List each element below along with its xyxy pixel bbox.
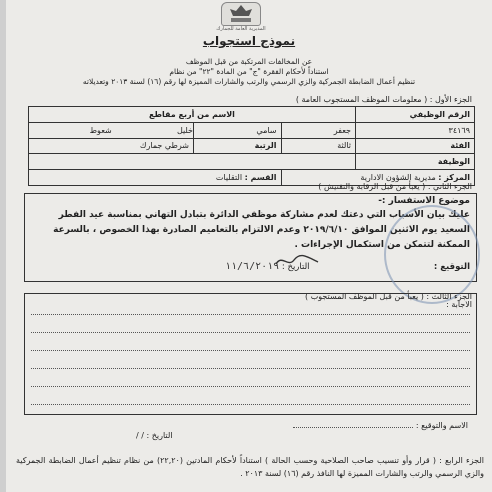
emblem-caption: المديرية العامة للجمارك xyxy=(216,26,266,32)
center-label: المركز : xyxy=(438,173,470,183)
respondent-name-sign-field[interactable] xyxy=(293,427,413,428)
answer-line[interactable] xyxy=(31,404,470,405)
subject-text: عليك بيان الأسباب التي دعتك لعدم مشاركة موظفي الدائرة بتبادل التهاني بمناسبة عيد الفطر السعيد يوم الاثنين الموافق ٢٠١٩/٦/١٠ وعدم الالتزام بالتعاميم الصادرة بهذا الخصوص ، بالسرعة الممكنة لتتمكن من استكمال الإجراءات . xyxy=(53,210,470,250)
emblem-icon xyxy=(221,2,261,26)
job-label: الوظيفة xyxy=(356,154,475,170)
employee-info-table xyxy=(28,106,475,186)
signature-mark xyxy=(274,252,320,270)
rank-value: شرطي جمارك xyxy=(29,138,194,154)
respondent-date-blank[interactable]: / / xyxy=(136,431,144,440)
subtitle-line-3: تنظيم أعمال الضابطة الجمركية والزي الرسمي والرتب والشارات المميزة لها رقم (١٦) لسنة ٢٠١٣ وتعديلاته xyxy=(82,77,416,86)
inquiry-date-value: ١١/٦/٢٠١٩ xyxy=(225,261,280,272)
inquiry-date-label: التاريخ : xyxy=(281,262,310,272)
part2-label: الجزء الثاني : ( يعبأ من قبل الرقابة والتفتيش ) xyxy=(318,182,472,191)
answer-line[interactable] xyxy=(31,368,470,369)
category-value: ثالثة xyxy=(281,138,356,154)
answer-line[interactable] xyxy=(31,332,470,333)
name-part-1: جعفر xyxy=(281,122,356,138)
name-part-2: سامي xyxy=(194,122,281,138)
answer-label: الاجابة : xyxy=(446,300,472,309)
answer-line[interactable] xyxy=(31,314,470,315)
name-label: الاسم من أربع مقاطع xyxy=(29,107,356,123)
employee-number-label: الرقم الوظيفي xyxy=(356,107,475,123)
answer-line[interactable] xyxy=(31,350,470,351)
section-label: القسم : xyxy=(244,173,277,183)
official-stamp xyxy=(384,205,480,304)
answer-line[interactable] xyxy=(31,386,470,387)
form-paper xyxy=(6,0,492,492)
subtitle-line-2: استناداً لأحكام الفقرة "ج" من المادة "٢٢" من نظام xyxy=(169,67,329,76)
part4-text: الجزء الرابع : ( قرار وأو تنسيب صاحب الصلاحية وحسب الحالة ) استناداً لأحكام المادتين (٢٢,٢٠) من نظام تنظيم أعمال الضابطة الجمركية والزي الرسمي والرتب والشارات المميزة لها النافذ رقم (١٦) لسنة ٢٠١٣ . xyxy=(16,456,485,478)
subject-label: موضوع الاستفسار :- xyxy=(378,196,470,206)
answer-box xyxy=(24,293,477,415)
respondent-date-label: التاريخ : xyxy=(146,431,173,440)
part1-label: الجزء الأول : ( معلومات الموظف المستجوب العامة ) xyxy=(295,95,472,104)
center-value: مديرية الشؤون الادارية xyxy=(360,173,436,183)
form-title: نموذج استجواب xyxy=(202,34,296,48)
name-part-3: خليل xyxy=(176,125,194,135)
subtitle-line-1: عن المخالفات المرتكبة من قبل الموظف xyxy=(185,57,313,66)
signature-label: التوقيع : xyxy=(433,262,470,272)
respondent-name-sign-label: الاسم والتوقيع : xyxy=(415,421,468,430)
part3-label: الجزء الثالث : ( يعبأ من قبل الموظف المستجوب ) xyxy=(305,292,472,301)
category-label: الفئة xyxy=(356,138,475,154)
rank-label: الرتبة xyxy=(194,138,281,154)
employee-number-value: ٣٤١٦٩ xyxy=(356,122,475,138)
section-value: التقليات xyxy=(215,173,243,183)
name-part-4: شعوط xyxy=(89,125,112,135)
